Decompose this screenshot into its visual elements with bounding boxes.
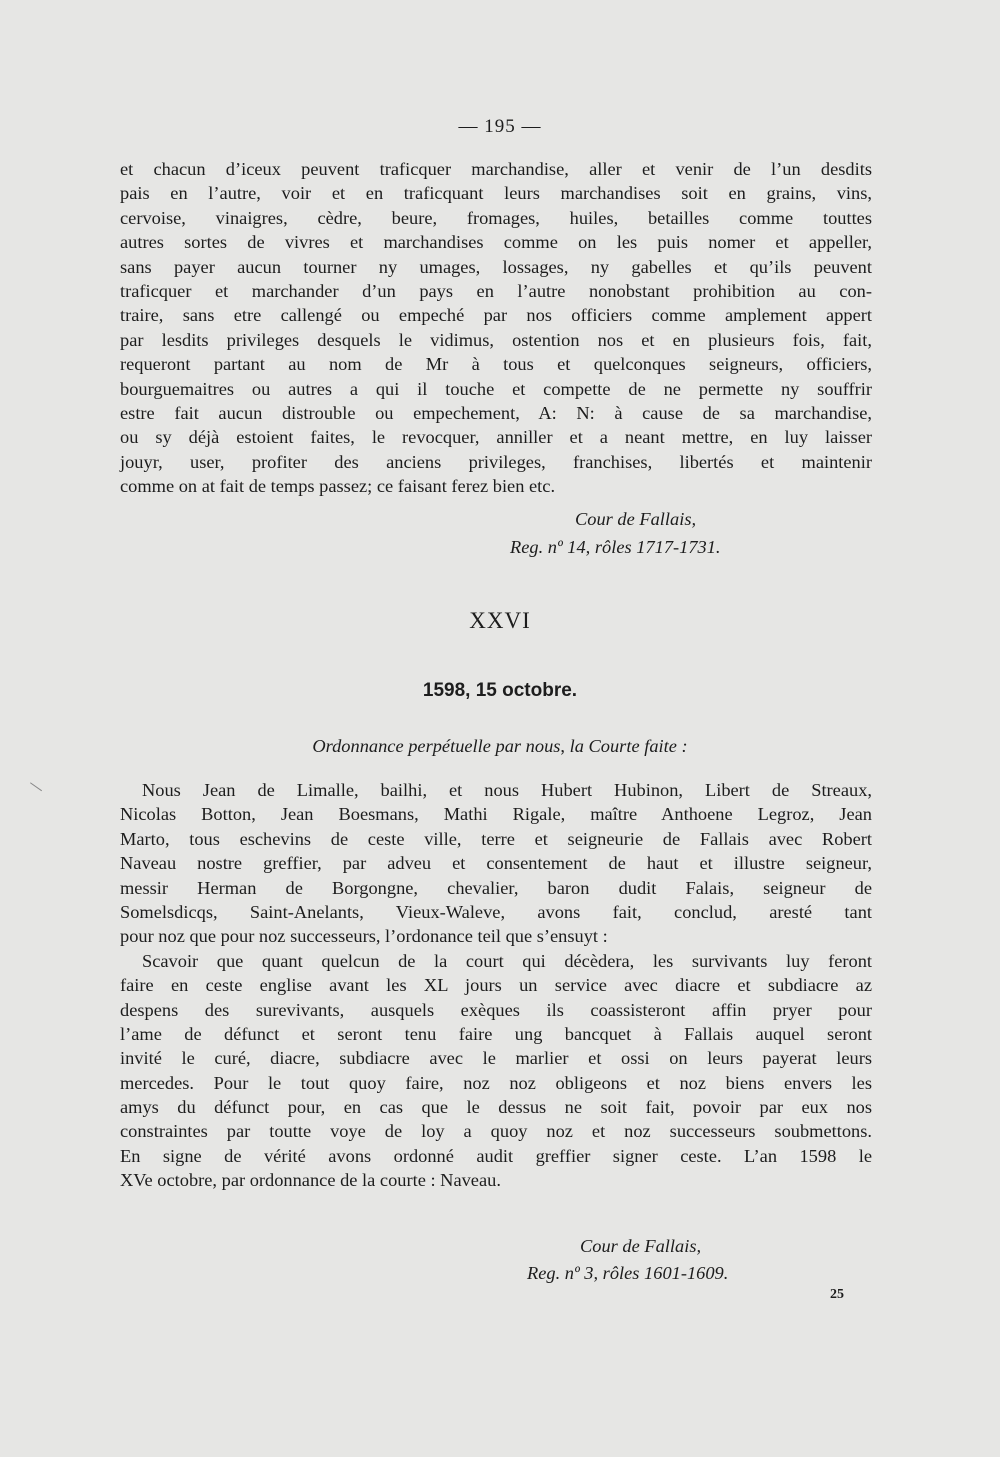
- text-line: Marto, tous eschevins de ceste ville, terre et seigneurie de Fallais avec Robert: [120, 828, 872, 849]
- ordonnance-heading: [0, 736, 1000, 757]
- text-line: Somelsdicqs, Saint-Anelants, Vieux-Waleve, avons fait, conclud, aresté tant: [120, 901, 872, 922]
- text-line: pour noz que pour noz successeurs, l’ordonance teil que s’ensuyt :: [120, 926, 608, 947]
- text-line: et chacun d’iceux peuvent traficquer marchandise, aller et venir de l’un desdits: [120, 159, 872, 179]
- text-line: estre fait aucun distrouble ou empechement, A: N: à cause de sa marchandise,: [120, 402, 872, 423]
- text-line: traficquer et marchander d’un pays en l’autre nonobstant prohibition au con-: [120, 280, 872, 301]
- paragraph-2: [120, 778, 872, 1193]
- text-line: Scavoir que quant quelcun de la court qui décèdera, les survivants luy feront: [142, 950, 872, 971]
- text-line: invité le curé, diacre, subdiacre avec le marlier et ossi on leurs payerat leurs: [120, 1048, 872, 1069]
- text-line: l’ame de défunct et seront tenu faire ung bancquet à Fallais auquel seront: [120, 1023, 872, 1044]
- page-number: — 195 —: [458, 116, 542, 137]
- ordonnance-heading-part2: la Courte faite :: [569, 736, 688, 756]
- text-line: traire, sans etre callengé ou empeché par nos officiers comme amplement appert: [120, 305, 872, 326]
- text-line: Naveau nostre greffier, par adveu et consentement de haut et illustre seigneur,: [120, 853, 872, 874]
- text-line: par lesdits privileges desquels le vidimus, ostention nos et en plusieurs fois, fait,: [120, 329, 872, 350]
- text-line: constraintes par toutte voye de loy a quoy noz et noz successeurs soubmettons.: [120, 1121, 872, 1142]
- text-line: despens des surevivants, ausquels exèques ils coassisteront affin pryer pour: [120, 999, 872, 1020]
- text-line: bourguemaitres ou autres a qui il touche et compette de ne permette ny souffrir: [120, 378, 872, 399]
- text-line: requeront partant au nom de Mr à tous et quelconques seigneurs, officiers,: [120, 354, 872, 375]
- printer-signature-mark: 25: [830, 1287, 844, 1302]
- ordonnance-heading-part1: Ordonnance perpétuelle par nous: [312, 736, 561, 756]
- text-line: messir Herman de Borgongne, chevalier, baron dudit Falais, seigneur de: [120, 877, 872, 898]
- text-line: ou sy déjà estoient faites, le revocquer, anniller et a neant mettre, en luy laisser: [120, 427, 872, 448]
- text-line: comme on at fait de temps passez; ce faisant ferez bien etc.: [120, 476, 556, 497]
- signature-1-court: Cour de Fallais,: [575, 509, 697, 529]
- margin-mark: [22, 782, 42, 802]
- section-number: XXVI: [469, 608, 531, 633]
- text-line: jouyr, user, profiter des anciens privileges, franchises, libertés et maintenir: [120, 451, 872, 472]
- text-line: faire en ceste englise avant les XL jours un service avec diacre et subdiacre az: [120, 975, 872, 996]
- paragraph-1: [120, 157, 872, 498]
- text-line: sans payer aucun tourner ny umages, lossages, ny gabelles et qu’ils peuvent: [120, 256, 872, 277]
- signature-1-register: Reg. nº 14, rôles 1717-1731.: [510, 537, 721, 557]
- text-line: XVe octobre, par ordonnance de la courte : Naveau.: [120, 1170, 501, 1191]
- ordonnance-heading-separator: ,: [560, 736, 570, 756]
- text-line: cervoise, vinaigres, cèdre, beure, fromages, huiles, betailles comme touttes: [120, 207, 872, 228]
- text-line: amys du défunct pour, en cas que le dessus ne soit fait, povoir par eux nos: [120, 1097, 872, 1118]
- text-line: pais en l’autre, voir et en traficquant leurs marchandises soit en grains, vins,: [120, 183, 872, 204]
- signature-2-register: Reg. nº 3, rôles 1601-1609.: [527, 1263, 729, 1283]
- text-line: autres sortes de vivres et marchandises comme on les puis nomer et appeller,: [120, 232, 872, 253]
- text-line: En signe de vérité avons ordonné audit greffier signer ceste. L’an 1598 le: [120, 1145, 872, 1166]
- signature-2-court: Cour de Fallais,: [580, 1236, 702, 1256]
- section-date: 1598, 15 octobre.: [422, 680, 578, 701]
- text-line: Nous Jean de Limalle, bailhi, et nous Hubert Hubinon, Libert de Streaux,: [142, 780, 872, 800]
- text-line: mercedes. Pour le tout quoy faire, noz noz obligeons et noz biens envers les: [120, 1072, 872, 1093]
- text-line: Nicolas Botton, Jean Boesmans, Mathi Rigale, maître Anthoene Legroz, Jean: [120, 804, 872, 825]
